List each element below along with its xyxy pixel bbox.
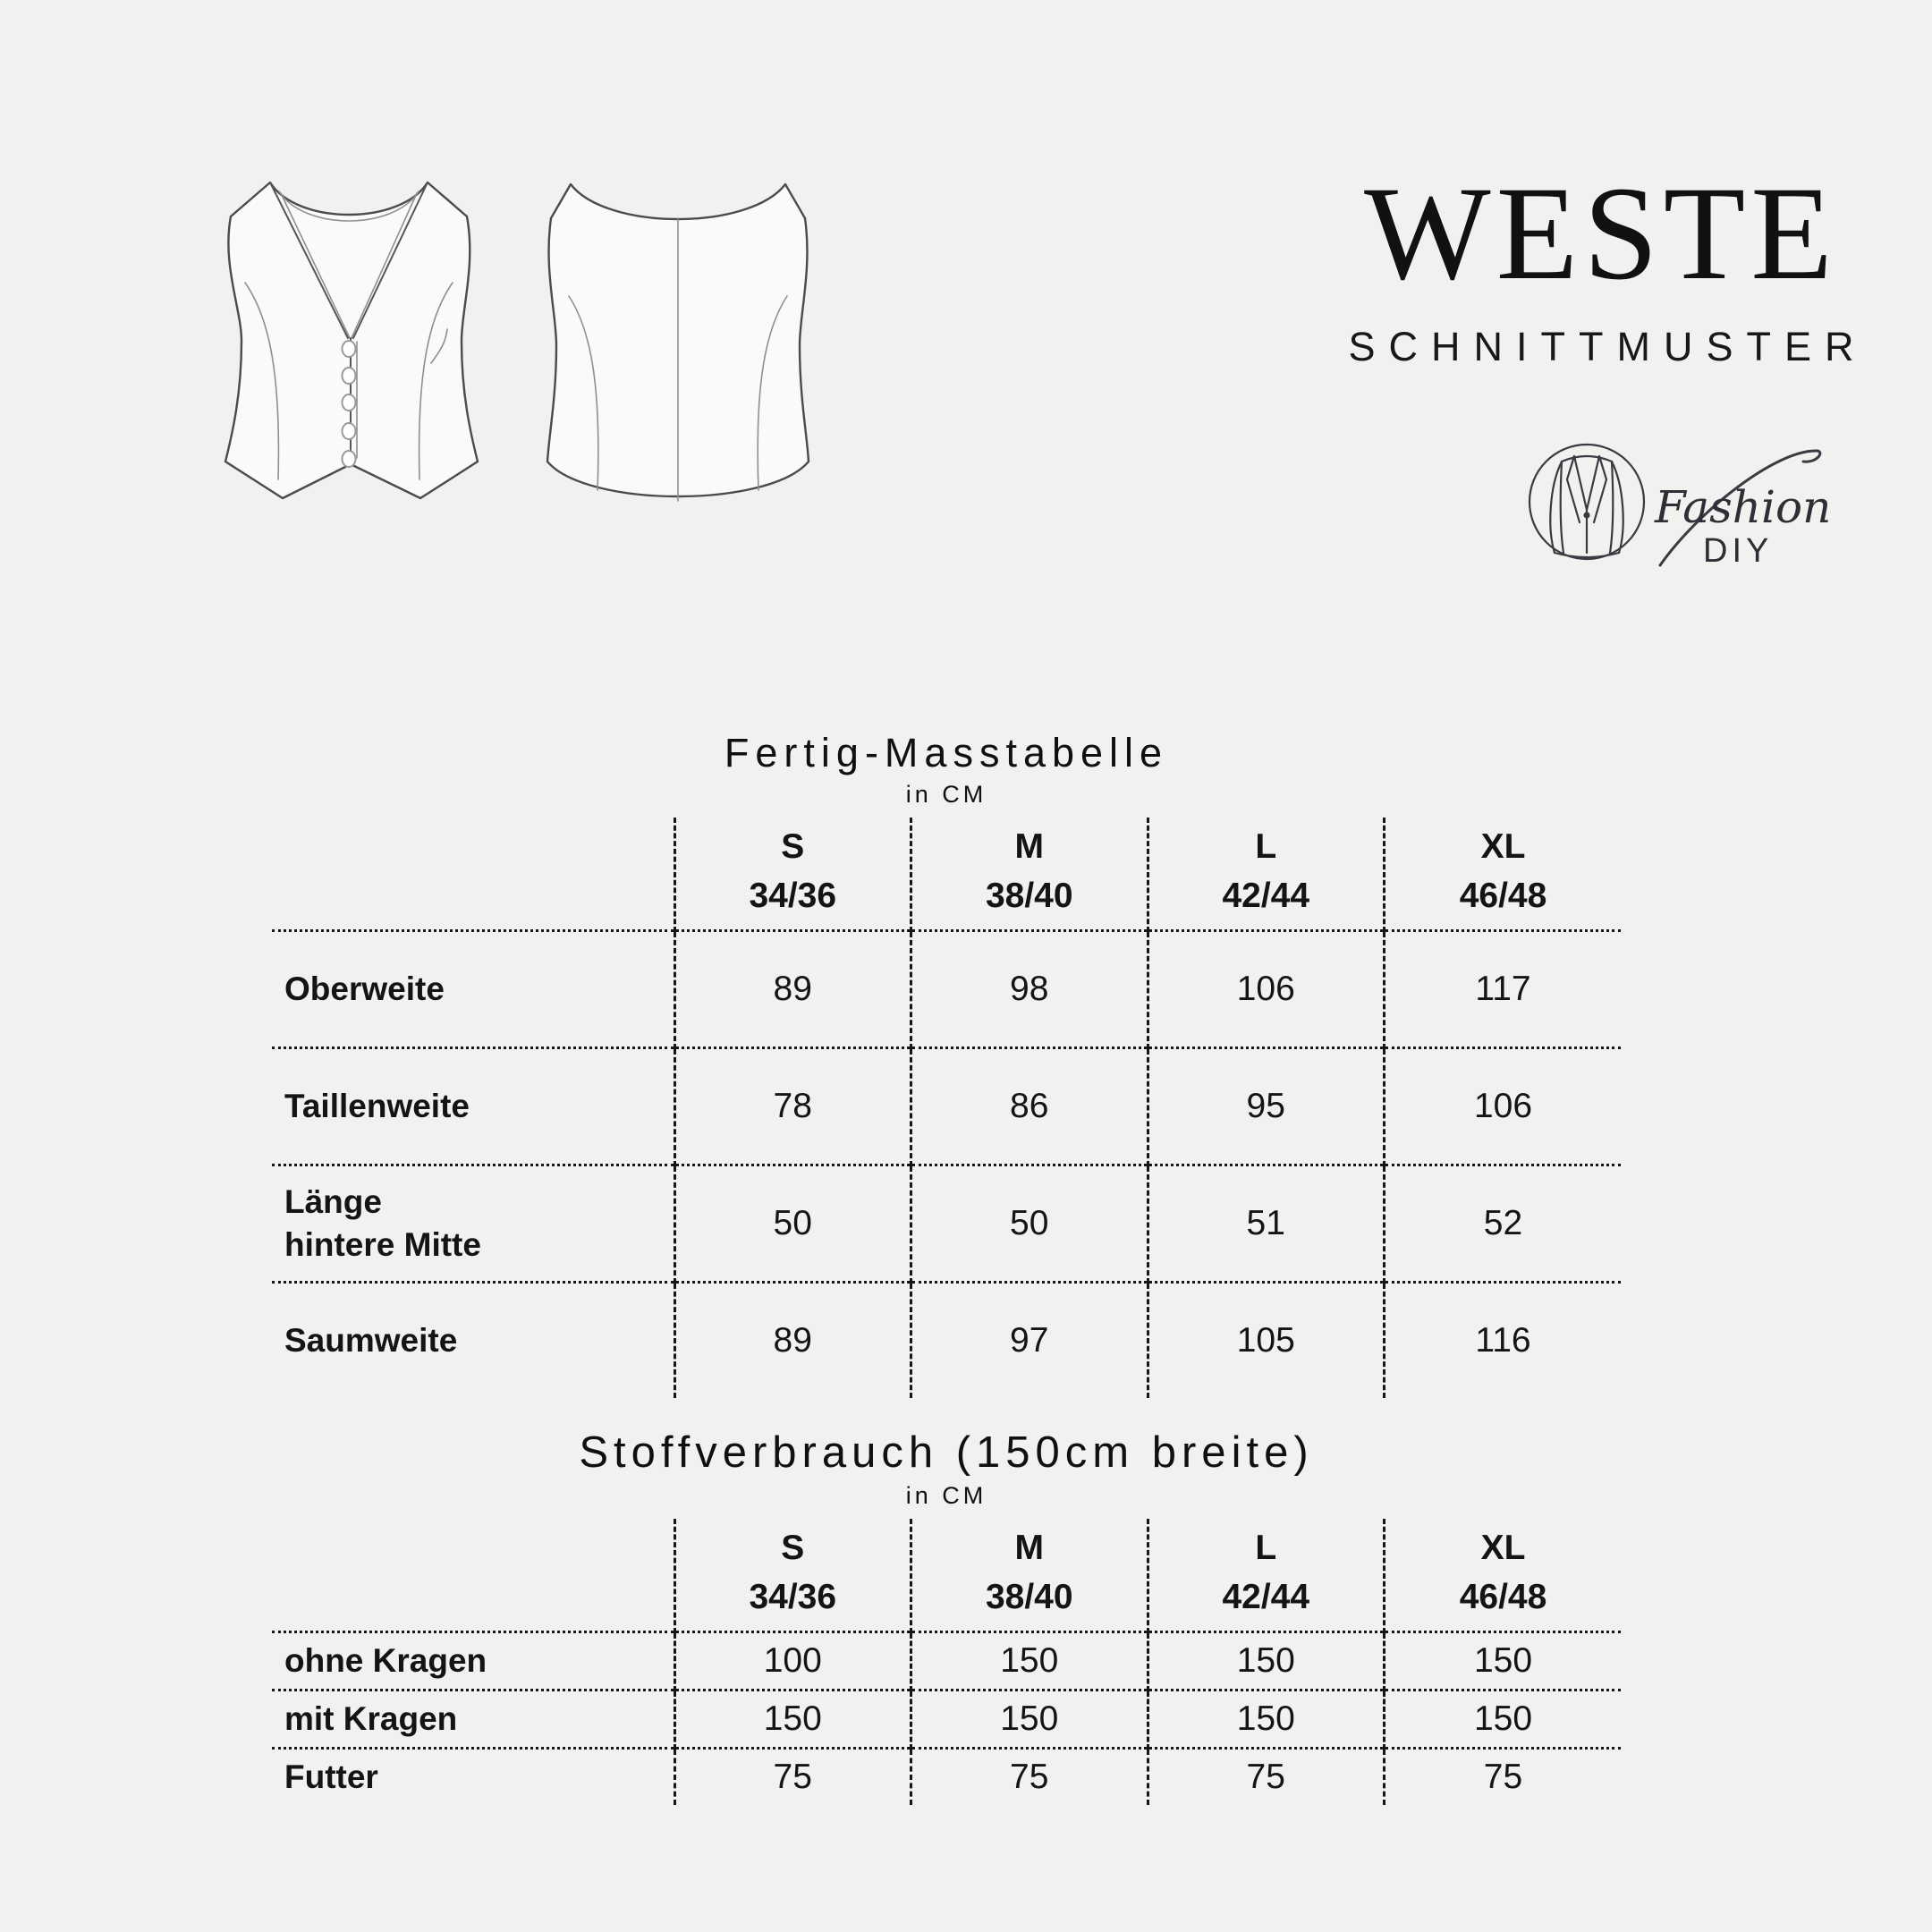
fabric-value: 75 [911,1749,1148,1806]
finished-measurements-table [272,818,1621,1398]
measurement-value: 50 [674,1165,911,1283]
measurement-value: 97 [911,1283,1148,1399]
size-column-header [1385,818,1622,931]
fabric-consumption-table [272,1519,1621,1805]
size-table-title: Fertig-Masstabelle [724,730,1169,775]
fabric-value: 150 [674,1690,911,1749]
page-title: WESTE [1364,159,1838,308]
table-row [272,931,1621,1048]
size-range: 42/44 [1222,876,1310,915]
measurement-value: 106 [1148,931,1385,1048]
row-label: mit Kragen [272,1690,674,1749]
table-row [272,1165,1621,1283]
row-label: ohne Kragen [272,1632,674,1690]
size-range: 46/48 [1459,1577,1547,1616]
size-column-header [1385,1519,1622,1632]
size-column-header [911,818,1148,931]
fabric-consumption-section [272,1428,1621,1805]
table-row [272,1690,1621,1749]
empty-header-cell [272,818,674,931]
table-row [272,1048,1621,1165]
size-letter: XL [1480,1529,1526,1567]
row-label: Futter [272,1749,674,1806]
empty-header-cell [272,1519,674,1632]
fabric-value: 100 [674,1632,911,1690]
size-column-header [911,1519,1148,1632]
vest-back-drawing-icon [547,184,809,501]
table-row [272,1749,1621,1806]
table-row [272,1283,1621,1399]
fabric-value: 150 [1385,1690,1622,1749]
measurement-value: 51 [1148,1165,1385,1283]
measurement-value: 78 [674,1048,911,1165]
fabric-value: 75 [1385,1749,1622,1806]
size-range: 38/40 [985,1577,1073,1616]
fabric-table-unit: in CM [905,1482,987,1509]
finished-measurements-section [272,730,1621,1398]
logo-script-text: Fashion [1655,481,1832,533]
row-label [272,1165,674,1283]
size-letter: S [781,827,805,866]
size-column-header [674,818,911,931]
vest-front-drawing-icon [225,182,478,498]
fashion-diy-logo [1519,422,1834,583]
size-letter: M [1014,827,1044,866]
fabric-value: 150 [1148,1690,1385,1749]
measurement-value: 106 [1385,1048,1622,1165]
jacket-icon [1530,445,1644,559]
fabric-value: 150 [911,1690,1148,1749]
size-column-header [674,1519,911,1632]
size-letter: L [1255,827,1277,866]
measurement-value: 117 [1385,931,1622,1048]
size-letter: XL [1480,827,1526,866]
measurement-value: 105 [1148,1283,1385,1399]
measurement-value: 52 [1385,1165,1622,1283]
size-column-header [1148,818,1385,931]
fabric-table-title: Stoffverbrauch (150cm breite) [579,1428,1314,1477]
measurement-value: 89 [674,1283,911,1399]
fabric-value: 75 [1148,1749,1385,1806]
measurement-value: 95 [1148,1048,1385,1165]
page-subtitle: SCHNITTMUSTER [1348,324,1868,369]
size-range: 42/44 [1222,1577,1310,1616]
table-header-row [272,818,1621,931]
size-range: 34/36 [749,1577,837,1616]
fabric-value: 150 [1385,1632,1622,1690]
measurement-value: 50 [911,1165,1148,1283]
size-table-unit: in CM [905,781,987,808]
row-label: Taillenweite [272,1048,674,1165]
size-letter: S [781,1529,805,1567]
fabric-value: 150 [911,1632,1148,1690]
fabric-value: 75 [674,1749,911,1806]
vest-technical-drawings [197,175,823,529]
brand-block [1288,159,1914,370]
measurement-value: 86 [911,1048,1148,1165]
logo-diy-text: DIY [1703,532,1774,570]
table-row [272,1632,1621,1690]
row-label-line2: hintere Mitte [284,1226,481,1264]
size-column-header [1148,1519,1385,1632]
row-label: Oberweite [272,931,674,1048]
size-range: 46/48 [1459,876,1547,915]
measurement-value: 116 [1385,1283,1622,1399]
measurement-value: 98 [911,931,1148,1048]
size-letter: L [1255,1529,1277,1567]
fabric-value: 150 [1148,1632,1385,1690]
row-label: Saumweite [272,1283,674,1399]
size-letter: M [1014,1529,1044,1567]
measurement-value: 89 [674,931,911,1048]
size-range: 38/40 [985,876,1073,915]
row-label-line1: Länge [284,1183,382,1221]
size-range: 34/36 [749,876,837,915]
table-header-row [272,1519,1621,1632]
